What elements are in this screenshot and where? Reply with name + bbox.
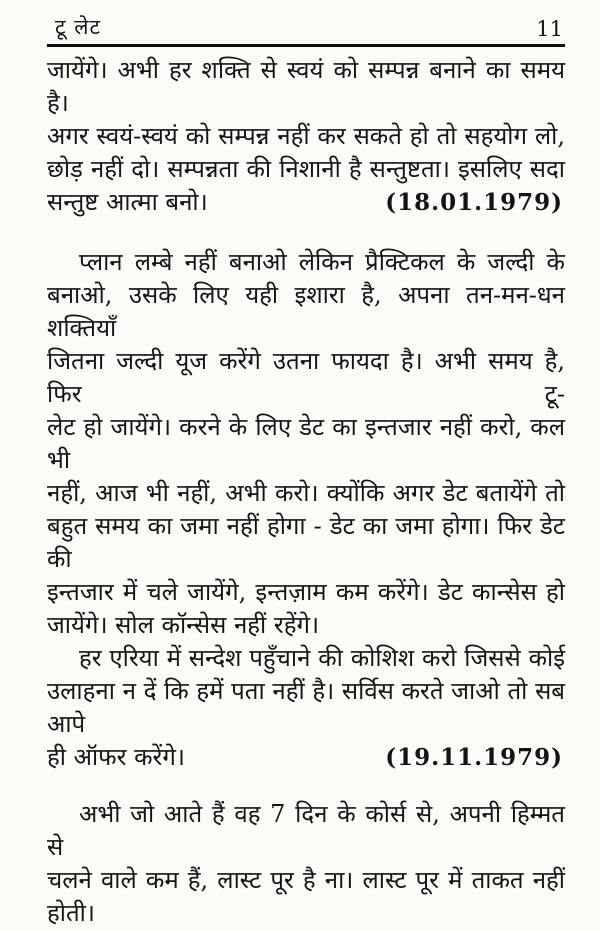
paragraph-end-line <box>47 741 565 774</box>
entry-date: (18.01.1979) <box>385 189 563 216</box>
paragraph-end-line: जायेंगे। सोल कॉन्सेस नहीं रहेंगे। <box>47 611 320 639</box>
text-line: ही ऑफर करेंगे। <box>47 743 185 771</box>
text-line: अभी जो आते हैं वह 7 दिन के कोर्स से, अपनी हिम्मत से <box>47 800 565 861</box>
paragraph-end-line: चलने वाले कम हैं, लास्ट पूर है ना। लास्ट पूर में ताकत नहीं होती। <box>47 866 565 927</box>
text-line: नहीं, आज भी नहीं, अभी करो। क्योंकि अगर डेट बतायेंगे तो <box>47 479 565 507</box>
page-header <box>47 13 565 44</box>
text-line: छोड़ नहीं दो। सम्पन्नता की निशानी है सन्तुष्टता। इसलिए सदा <box>47 155 565 183</box>
text-line: बहुत समय का जमा नहीं होगा - डेट का जमा होगा। फिर डेट की <box>47 512 565 573</box>
text-line: जितना जल्दी यूज करेंगे उतना फायदा है। अभी समय है, फिर टू- <box>47 347 565 408</box>
text-line: जायेंगे। अभी हर शक्ति से स्वयं को सम्पन्न बनाने का समय है। <box>47 56 565 117</box>
paragraph-end-line <box>47 186 565 219</box>
text-line: उलाहना न दें कि हमें पता नहीं है। सर्विस करते जाओ तो सब आपे <box>47 677 565 738</box>
page-body <box>47 54 565 930</box>
running-title: टू लेट <box>55 15 102 39</box>
page-number: 11 <box>536 17 563 41</box>
entry-date: (19.11.1979) <box>385 744 563 771</box>
text-line: अगर स्वयं-स्वयं को सम्पन्न नहीं कर सकते हो तो सहयोग लो, <box>47 122 565 150</box>
text-line: लेट हो जायेंगे। करने के लिए डेट का इन्तजार नहीं करो, कल भी <box>47 413 565 474</box>
text-line: हर एरिया में सन्देश पहुँचाने की कोशिश करो जिससे कोई <box>79 644 565 672</box>
text-line: सन्तुष्ट आत्मा बनो। <box>47 188 208 216</box>
text-line: इन्तजार में चले जायेंगे, इन्तज़ाम कम करेंगे। डेट कान्सेस हो <box>47 578 565 606</box>
header-rule <box>47 44 565 47</box>
text-line: बनाओ, उसके लिए यही इशारा है, अपना तन-मन-धन शक्तियाँ <box>47 281 565 342</box>
text-line: प्लान लम्बे नहीं बनाओ लेकिन प्रैक्टिकल के जल्दी के <box>79 248 565 276</box>
